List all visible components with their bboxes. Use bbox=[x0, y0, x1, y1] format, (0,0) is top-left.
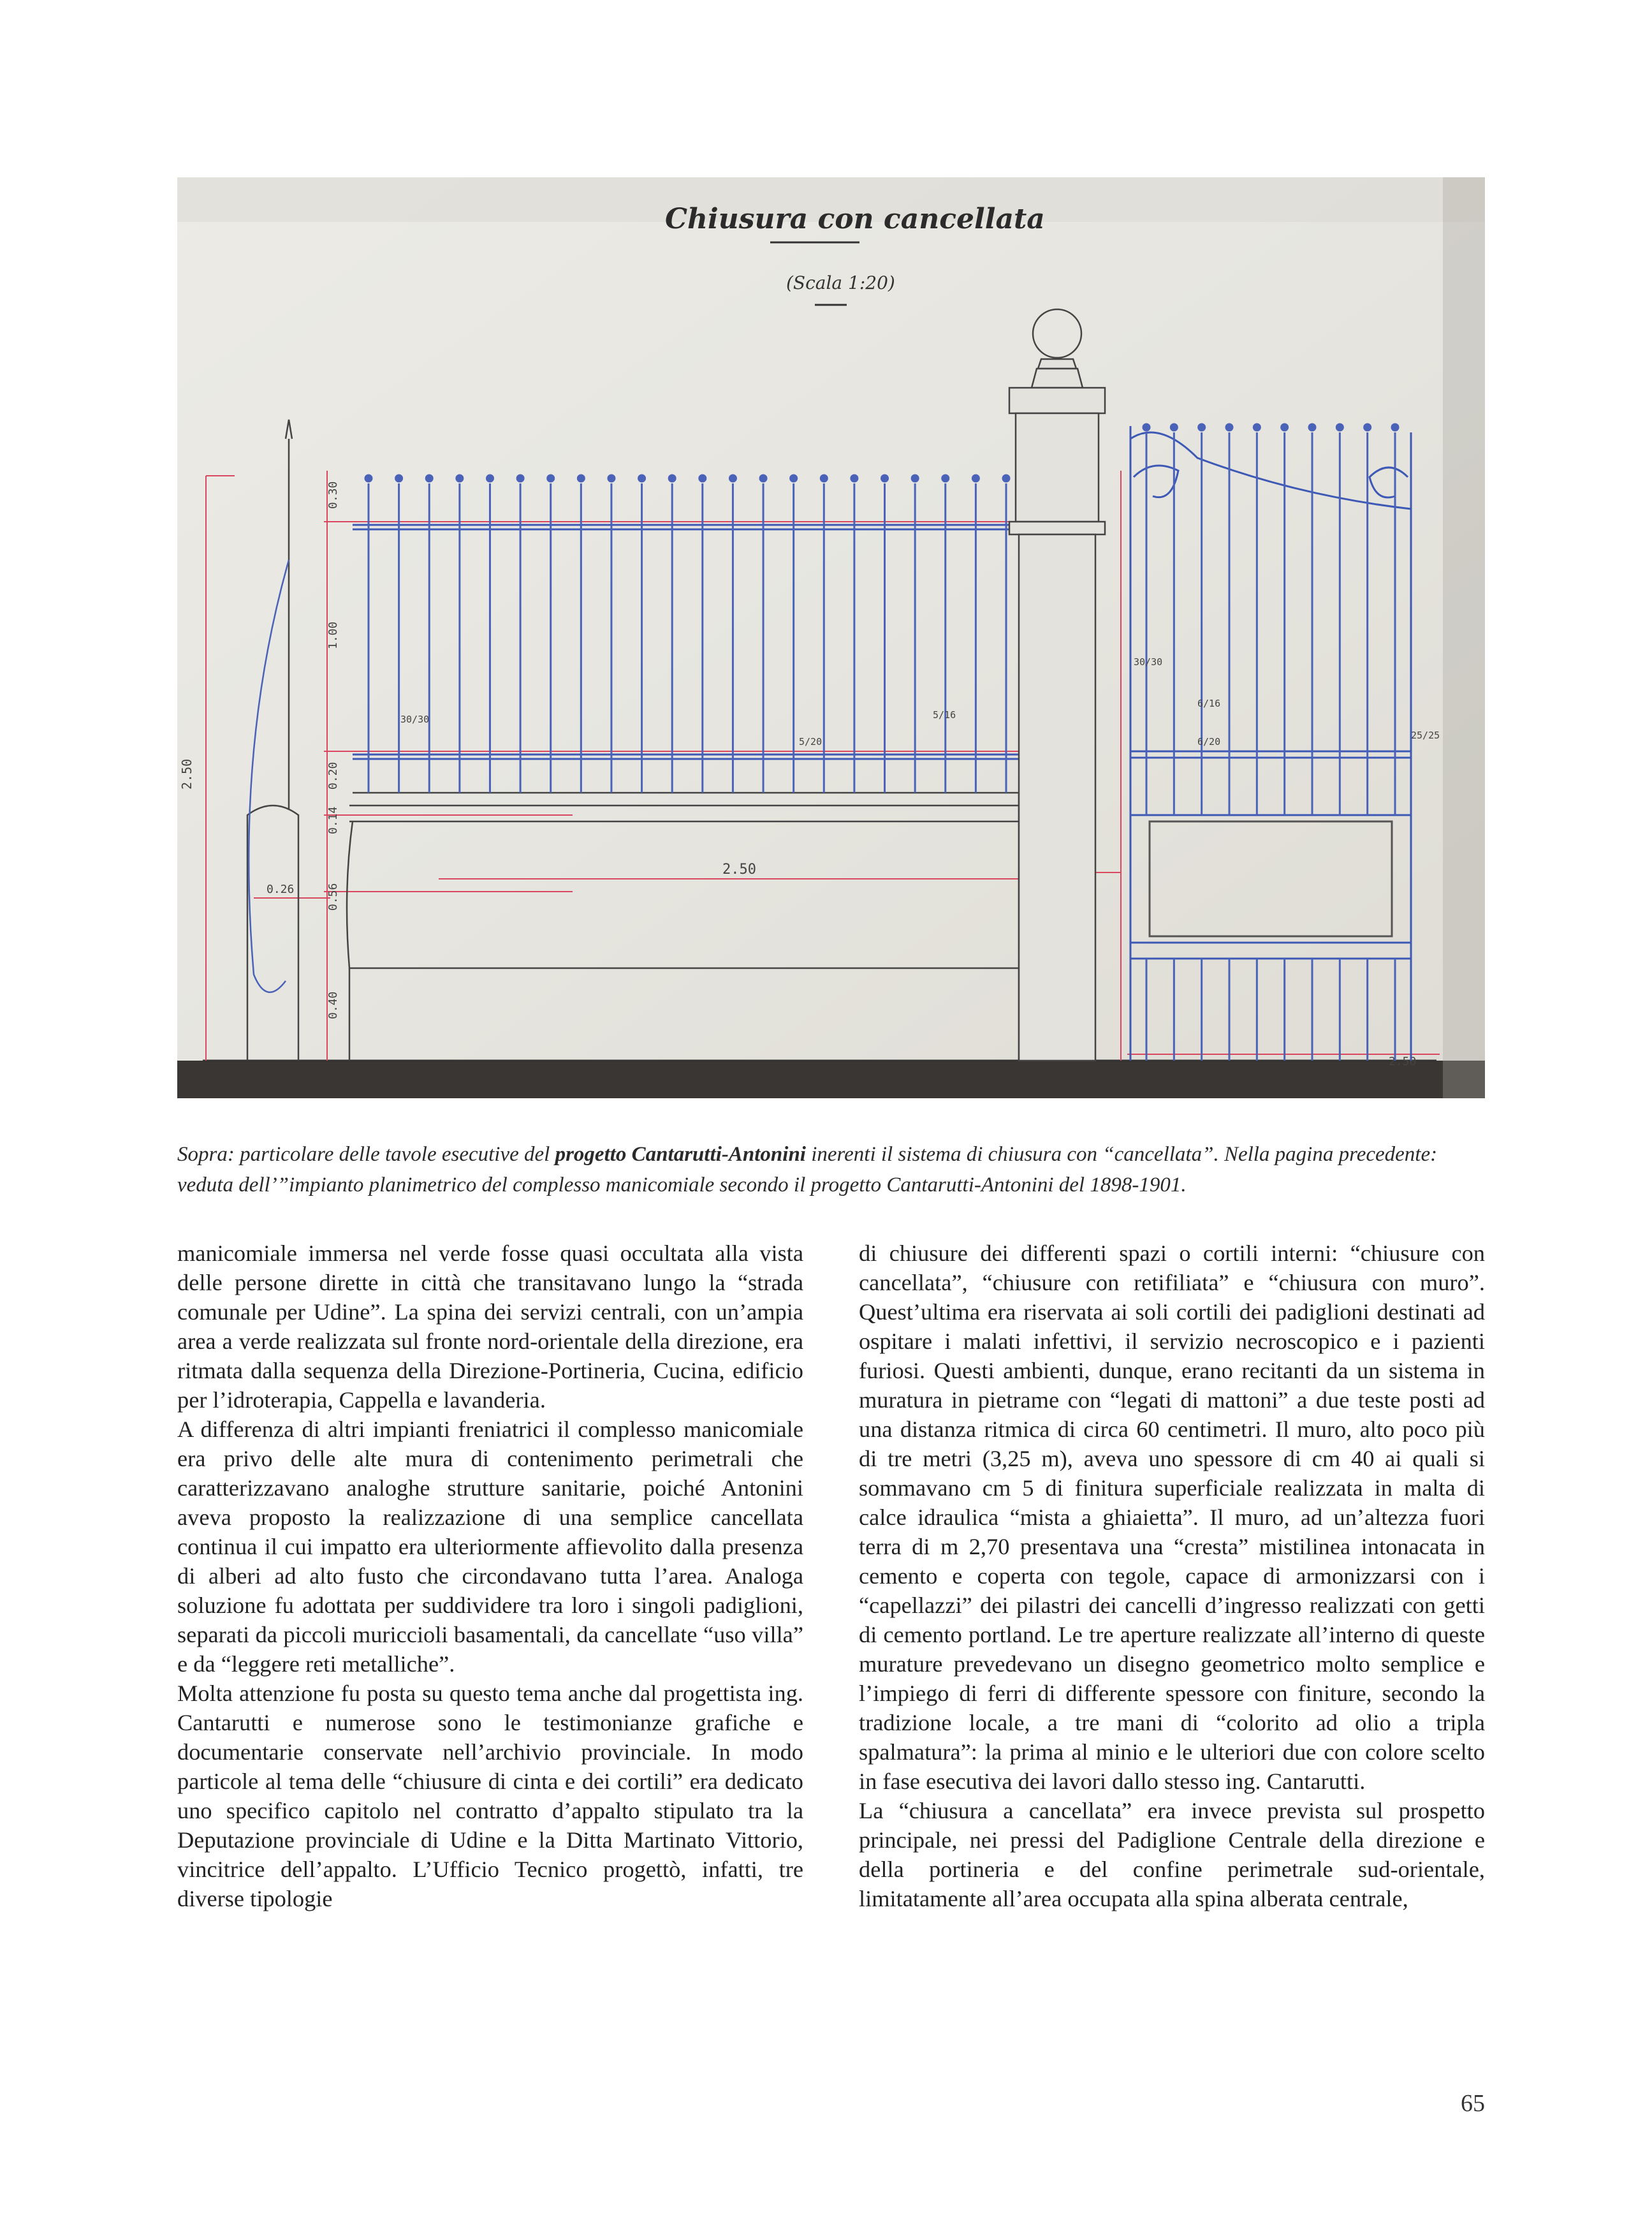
gate-bar-finial bbox=[1254, 424, 1260, 430]
caption-part-3: inerenti il sistema di chiusura con “cancellata”. Nella pagina precedente: veduta dell’”impianto planimetrico del complesso manicomiale secondo il progetto Cantarutti-Antonini del 1898-1901. bbox=[177, 1143, 1438, 1196]
gate-bar-finial bbox=[1282, 424, 1288, 430]
drawing-scale: (Scala 1:20) bbox=[786, 272, 895, 293]
dim-total-height: 2.50 bbox=[179, 758, 194, 790]
dim-plinth: 0.56 bbox=[326, 883, 340, 911]
bar-label-d: 30/30 bbox=[1134, 656, 1163, 668]
fence-bar-finial bbox=[821, 475, 827, 482]
gate-bar-finial bbox=[1336, 424, 1343, 430]
dim-gate-width: 2.50 bbox=[1389, 1055, 1417, 1068]
fence-drawing bbox=[177, 177, 1485, 1098]
bar-label-f: 6/20 bbox=[1197, 736, 1221, 747]
fence-bar-finial bbox=[729, 475, 736, 482]
right-paragraph-2: La “chiusura a cancellata” era invece prevista sul prospetto principale, nei pressi del Padiglione Centrale della direzione e della portineria e del confine perimetrale sud-orientale, limitatamente all’area occupata alla spina alberata centrale, bbox=[859, 1798, 1485, 1911]
gate-pillar bbox=[1009, 309, 1105, 1061]
fence-bar-finial bbox=[760, 475, 766, 482]
gate-bar-finial bbox=[1226, 424, 1232, 430]
fence-bar-finial bbox=[669, 475, 675, 482]
dim-base: 0.40 bbox=[326, 991, 340, 1019]
dim-top-rail: 0.30 bbox=[326, 481, 340, 509]
dim-span: 2.50 bbox=[722, 862, 756, 878]
fence-bar-finial bbox=[365, 475, 372, 482]
photo-bottom-edge bbox=[177, 1061, 1485, 1098]
caption-part-1: Sopra: particolare delle tavole esecutive del bbox=[177, 1143, 555, 1166]
gate-bar-finial bbox=[1309, 424, 1315, 430]
fence-drawing-figure bbox=[177, 177, 1485, 1098]
gate-bar-finial bbox=[1143, 424, 1150, 430]
bar-label-a: 30/30 bbox=[400, 714, 430, 725]
fence-bar-finial bbox=[639, 475, 645, 482]
caption-part-2: progetto Cantarutti-Antonini bbox=[555, 1143, 806, 1166]
left-paragraph-2: A differenza di altri impianti freniatrici il complesso manicomiale era privo delle alte mura di contenimento perimetrali che caratterizzavano analoghe strutture sanitarie, poiché Antonini aveva proposto la realizzazione di una semplice cancellata continua il cui impatto era ulteriormente affievolito dalla presenza di alberi ad alto fusto che circondavano tutta l’area. Analoga soluzione fu adottata per suddividere tra loro i singoli padiglioni, separati da piccoli muriccioli basamentali, da cancellate “uso villa” e da “leggere reti metalliche”. bbox=[177, 1417, 803, 1677]
dim-fence-height: 1.00 bbox=[326, 621, 340, 649]
right-text-column bbox=[859, 1239, 1485, 1913]
page-number: 65 bbox=[1461, 2090, 1485, 2117]
left-text-column bbox=[177, 1239, 803, 1913]
dim-post-width: 0.26 bbox=[267, 883, 295, 896]
left-paragraph-3: Molta attenzione fu posta su questo tema anche dal progettista ing. Cantarutti e numerose sono le testimonianze grafiche e documentarie conservate nell’archivio provinciale. In modo particole al tema delle “chiusure di cinta e dei cortili” era dedicato uno specifico capitolo nel contratto d’appalto stipulato tra la Deputazione provinciale di Udine e la Ditta Martinato Vittorio, vincitrice dell’appalto. L’Ufficio Tecnico progettò, infatti, tre diverse tipologie bbox=[177, 1681, 803, 1911]
gate-bar-finial bbox=[1364, 424, 1371, 430]
fence-bar-finial bbox=[882, 475, 888, 482]
left-paragraph-1: manicomiale immersa nel verde fosse quasi occultata alla vista delle persone dirette in città che transitavano lungo la “strada comunale per Udine”. La spina dei servizi centrali, con un’ampia area a verde realizzata sul fronte nord-orientale della direzione, era ritmata dalla sequenza della Direzione-Portineria, Cucina, edificio per l’idroterapia, Cappella e lavanderia. bbox=[177, 1240, 803, 1413]
fence-bar-finial bbox=[851, 475, 858, 482]
fence-bar-finial bbox=[457, 475, 463, 482]
fence-bar-finial bbox=[912, 475, 918, 482]
fence-bar-finial bbox=[578, 475, 584, 482]
right-paragraph-1: di chiusure dei differenti spazi o cortili interni: “chiusure con cancellata”, “chiusure con retifiliata” e “chiusura con muro”. Quest’ultima era riservata ai soli cortili dei padiglioni destinati ad ospitare i malati infettivi, il servizio necroscopico e i pazienti furiosi. Questi ambienti, dunque, erano recitanti da un sistema in muratura in pietrame con “legati di mattoni” a due teste posti ad una distanza ritmica di circa 60 centimetri. Il muro, alto poco più di tre metri (3,25 m), aveva uno spessore di cm 40 ai quali si sommavano cm 5 di finitura superficiale realizzata in malta di calce idraulica “mista a ghiaietta”. Il muro, ad un’altezza fuori terra di m 2,70 presentava una “cresta” mistilinea intonacata in cemento e coperta con tegole, capace di armonizzarsi con i “capellazzi” dei pilastri dei cancelli d’ingresso realizzati con getti di cemento portland. Le tre aperture realizzate all’interno di queste murature prevedevano un disegno geometrico molto semplice e l’impiego di ferri di differente spessore con finiture, secondo la tradizione locale, a tre mani di “colorito ad olio a tripla spalmatura”: la prima al minio e le ulteriori due con colore scelto in fase esecutiva dei lavori dallo stesso ing. Cantarutti. bbox=[859, 1240, 1485, 1794]
drawing-title: Chiusura con cancellata bbox=[665, 203, 1045, 235]
bar-label-g: 25/25 bbox=[1411, 730, 1440, 741]
fence-bar-finial bbox=[396, 475, 402, 482]
figure-caption bbox=[177, 1139, 1485, 1200]
paper-background bbox=[177, 177, 1485, 1098]
fence-bar-finial bbox=[426, 475, 432, 482]
fence-bar-finial bbox=[942, 475, 949, 482]
fence-bar-finial bbox=[517, 475, 523, 482]
bar-label-c: 5/16 bbox=[933, 709, 956, 721]
gate-bar-finial bbox=[1392, 424, 1398, 430]
fence-bar-finial bbox=[1003, 475, 1009, 482]
dim-lower-rail: 0.20 bbox=[326, 762, 340, 790]
bar-label-b: 5/20 bbox=[799, 736, 822, 747]
bar-label-e: 6/16 bbox=[1197, 698, 1221, 709]
fence-bar-finial bbox=[608, 475, 615, 482]
fence-bar-finial bbox=[548, 475, 554, 482]
dim-plinth-small: 0.14 bbox=[326, 806, 340, 834]
gate-bar-finial bbox=[1171, 424, 1177, 430]
fence-bar-finial bbox=[699, 475, 706, 482]
fence-bar-finial bbox=[972, 475, 979, 482]
fence-bar-finial bbox=[486, 475, 493, 482]
fence-bar-finial bbox=[791, 475, 797, 482]
gate-bar-finial bbox=[1199, 424, 1205, 430]
